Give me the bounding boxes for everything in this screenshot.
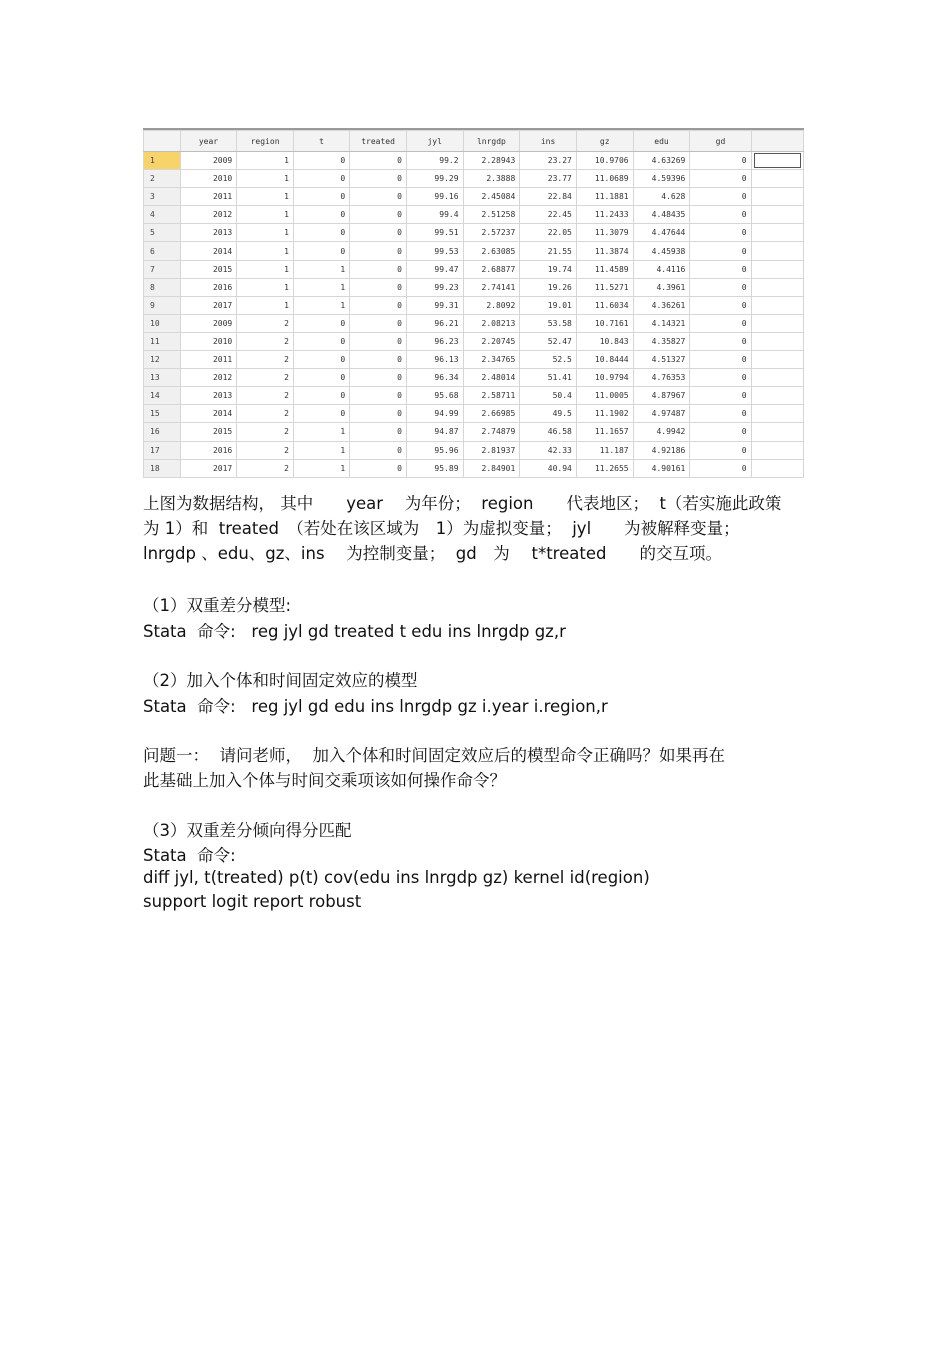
table-cell[interactable]: 2016 bbox=[180, 278, 237, 296]
table-cell[interactable]: 10.843 bbox=[576, 332, 633, 350]
table-row bbox=[144, 188, 804, 206]
table-cell[interactable]: 22.45 bbox=[520, 206, 577, 224]
table-cell[interactable]: 0 bbox=[690, 170, 751, 188]
column-header[interactable]: region bbox=[237, 131, 294, 152]
column-header[interactable]: edu bbox=[633, 131, 690, 152]
table-cell[interactable]: 96.13 bbox=[406, 351, 463, 369]
table-cell[interactable]: 94.99 bbox=[406, 405, 463, 423]
table-cell[interactable]: 4.63269 bbox=[633, 152, 690, 170]
table-cell[interactable]: 11.6034 bbox=[576, 296, 633, 314]
table-row bbox=[144, 278, 804, 296]
table-cell[interactable]: 2 bbox=[237, 441, 294, 459]
table-cell[interactable]: 2.45084 bbox=[463, 188, 520, 206]
row-number[interactable]: 16 bbox=[144, 423, 181, 441]
row-number[interactable]: 4 bbox=[144, 206, 181, 224]
table-cell[interactable]: 1 bbox=[237, 224, 294, 242]
table-cell[interactable]: 94.87 bbox=[406, 423, 463, 441]
table-cell[interactable]: 10.9706 bbox=[576, 152, 633, 170]
row-number[interactable]: 15 bbox=[144, 405, 181, 423]
table-cell[interactable]: 1 bbox=[237, 206, 294, 224]
table-cell[interactable]: 21.55 bbox=[520, 242, 577, 260]
section-3-label: Stata 命令: bbox=[143, 846, 236, 865]
table-row bbox=[144, 423, 804, 441]
table-cell[interactable]: 2011 bbox=[180, 188, 237, 206]
table-cell[interactable]: 95.68 bbox=[406, 387, 463, 405]
column-header[interactable]: treated bbox=[350, 131, 407, 152]
table-cell[interactable]: 4.51327 bbox=[633, 351, 690, 369]
table-cell[interactable]: 2013 bbox=[180, 224, 237, 242]
table-cell[interactable]: 50.4 bbox=[520, 387, 577, 405]
section-3-heading: （3）双重差分倾向得分匹配 bbox=[143, 821, 352, 840]
table-row bbox=[144, 296, 804, 314]
table-cell[interactable]: 52.47 bbox=[520, 332, 577, 350]
data-browser-grid bbox=[143, 128, 804, 482]
table-cell[interactable]: 99.53 bbox=[406, 242, 463, 260]
table-cell[interactable]: 2017 bbox=[180, 459, 237, 477]
table-cell[interactable]: 2017 bbox=[180, 296, 237, 314]
empty-cell[interactable] bbox=[751, 459, 803, 477]
table-cell[interactable]: 99.23 bbox=[406, 278, 463, 296]
table-cell[interactable]: 0 bbox=[293, 242, 349, 260]
table-cell[interactable]: 99.31 bbox=[406, 296, 463, 314]
table-cell[interactable]: 99.51 bbox=[406, 224, 463, 242]
table-cell[interactable]: 2.8092 bbox=[463, 296, 520, 314]
empty-cell[interactable] bbox=[751, 441, 803, 459]
column-header[interactable]: t bbox=[293, 131, 349, 152]
table-cell[interactable]: 1 bbox=[237, 260, 294, 278]
table-cell[interactable]: 0 bbox=[690, 206, 751, 224]
table-cell[interactable]: 4.90161 bbox=[633, 459, 690, 477]
table-cell[interactable]: 2.84901 bbox=[463, 459, 520, 477]
table-cell[interactable]: 1 bbox=[293, 441, 349, 459]
table-cell[interactable]: 1 bbox=[237, 242, 294, 260]
table-cell[interactable]: 10.9794 bbox=[576, 369, 633, 387]
table-cell[interactable]: 4.4116 bbox=[633, 260, 690, 278]
table-row bbox=[144, 332, 804, 350]
empty-cell[interactable] bbox=[751, 188, 803, 206]
row-number[interactable]: 9 bbox=[144, 296, 181, 314]
table-cell[interactable]: 1 bbox=[237, 152, 294, 170]
table-cell[interactable]: 11.5271 bbox=[576, 278, 633, 296]
description-paragraph bbox=[143, 491, 805, 566]
empty-cell[interactable] bbox=[751, 224, 803, 242]
table-cell[interactable]: 2015 bbox=[180, 423, 237, 441]
table-cell[interactable]: 0 bbox=[293, 387, 349, 405]
empty-cell[interactable] bbox=[751, 369, 803, 387]
table-cell[interactable]: 49.5 bbox=[520, 405, 577, 423]
row-number[interactable]: 11 bbox=[144, 332, 181, 350]
column-header[interactable] bbox=[144, 131, 181, 152]
table-cell[interactable]: 0 bbox=[350, 278, 407, 296]
row-number[interactable]: 12 bbox=[144, 351, 181, 369]
empty-cell[interactable] bbox=[751, 351, 803, 369]
table-cell[interactable]: 0 bbox=[690, 242, 751, 260]
table-cell[interactable]: 0 bbox=[690, 441, 751, 459]
row-number[interactable]: 18 bbox=[144, 459, 181, 477]
table-cell[interactable]: 0 bbox=[293, 224, 349, 242]
table-cell[interactable]: 2016 bbox=[180, 441, 237, 459]
table-cell[interactable]: 2010 bbox=[180, 170, 237, 188]
table-cell[interactable]: 0 bbox=[690, 351, 751, 369]
column-header[interactable]: ins bbox=[520, 131, 577, 152]
row-number[interactable]: 8 bbox=[144, 278, 181, 296]
section-2-command: Stata 命令: reg jyl gd edu ins lnrgdp gz i.year i.region,r bbox=[143, 697, 608, 716]
table-cell[interactable]: 0 bbox=[690, 188, 751, 206]
table-cell[interactable]: 0 bbox=[690, 423, 751, 441]
empty-cell[interactable] bbox=[751, 170, 803, 188]
table-cell[interactable]: 96.21 bbox=[406, 314, 463, 332]
table-cell[interactable]: 2.68877 bbox=[463, 260, 520, 278]
table-cell[interactable]: 0 bbox=[350, 314, 407, 332]
column-header[interactable] bbox=[751, 131, 803, 152]
table-cell[interactable]: 51.41 bbox=[520, 369, 577, 387]
empty-cell[interactable] bbox=[751, 278, 803, 296]
table-cell[interactable]: 0 bbox=[293, 405, 349, 423]
table-row bbox=[144, 152, 804, 170]
table-cell[interactable]: 2.08213 bbox=[463, 314, 520, 332]
table-cell[interactable]: 52.5 bbox=[520, 351, 577, 369]
empty-cell[interactable] bbox=[751, 152, 803, 170]
table-cell[interactable]: 4.87967 bbox=[633, 387, 690, 405]
empty-cell[interactable] bbox=[751, 296, 803, 314]
table-cell[interactable]: 0 bbox=[350, 441, 407, 459]
table-cell[interactable]: 4.47644 bbox=[633, 224, 690, 242]
table-cell[interactable]: 0 bbox=[350, 224, 407, 242]
table-cell[interactable]: 4.628 bbox=[633, 188, 690, 206]
table-cell[interactable]: 42.33 bbox=[520, 441, 577, 459]
table-cell[interactable]: 11.0689 bbox=[576, 170, 633, 188]
table-cell[interactable]: 0 bbox=[293, 170, 349, 188]
table-cell[interactable]: 0 bbox=[350, 405, 407, 423]
data-table bbox=[143, 130, 804, 478]
table-cell[interactable]: 2015 bbox=[180, 260, 237, 278]
section-3-command-line-1: diff jyl, t(treated) p(t) cov(edu ins lnrgdp gz) kernel id(region) bbox=[143, 868, 650, 887]
table-row bbox=[144, 260, 804, 278]
column-header[interactable]: gd bbox=[690, 131, 751, 152]
table-row bbox=[144, 387, 804, 405]
empty-cell[interactable] bbox=[751, 423, 803, 441]
column-header[interactable]: gz bbox=[576, 131, 633, 152]
column-header[interactable]: year bbox=[180, 131, 237, 152]
table-row bbox=[144, 369, 804, 387]
table-cell[interactable]: 1 bbox=[293, 278, 349, 296]
column-header[interactable]: lnrgdp bbox=[463, 131, 520, 152]
table-cell[interactable]: 11.2433 bbox=[576, 206, 633, 224]
table-cell[interactable]: 0 bbox=[350, 369, 407, 387]
table-cell[interactable]: 0 bbox=[293, 152, 349, 170]
table-cell[interactable]: 95.96 bbox=[406, 441, 463, 459]
table-cell[interactable]: 11.187 bbox=[576, 441, 633, 459]
table-row bbox=[144, 206, 804, 224]
section-3-command-line-2: support logit report robust bbox=[143, 892, 362, 911]
table-cell[interactable]: 2.48014 bbox=[463, 369, 520, 387]
description-line: 为 1）和 treated （若处在该区域为 1）为虚拟变量； jyl 为被解释变量； bbox=[143, 519, 740, 538]
table-cell[interactable]: 11.3874 bbox=[576, 242, 633, 260]
table-cell[interactable]: 19.01 bbox=[520, 296, 577, 314]
table-cell[interactable]: 99.2 bbox=[406, 152, 463, 170]
table-cell[interactable]: 4.45938 bbox=[633, 242, 690, 260]
table-cell[interactable]: 2 bbox=[237, 351, 294, 369]
question-line-2: 此基础上加入个体与时间交乘项该如何操作命令？ bbox=[143, 771, 506, 790]
table-cell[interactable]: 0 bbox=[293, 314, 349, 332]
row-number[interactable]: 10 bbox=[144, 314, 181, 332]
section-2-heading: （2）加入个体和时间固定效应的模型 bbox=[143, 671, 418, 690]
table-cell[interactable]: 11.3079 bbox=[576, 224, 633, 242]
table-row bbox=[144, 242, 804, 260]
table-cell[interactable]: 2011 bbox=[180, 351, 237, 369]
table-row bbox=[144, 224, 804, 242]
table-cell[interactable]: 99.29 bbox=[406, 170, 463, 188]
table-cell[interactable]: 2.74141 bbox=[463, 278, 520, 296]
table-cell[interactable]: 0 bbox=[350, 260, 407, 278]
table-cell[interactable]: 11.4589 bbox=[576, 260, 633, 278]
table-cell[interactable]: 2 bbox=[237, 314, 294, 332]
table-cell[interactable]: 2 bbox=[237, 405, 294, 423]
table-cell[interactable]: 0 bbox=[350, 296, 407, 314]
table-cell[interactable]: 1 bbox=[237, 170, 294, 188]
table-cell[interactable]: 2 bbox=[237, 459, 294, 477]
table-cell[interactable]: 0 bbox=[350, 332, 407, 350]
table-cell[interactable]: 99.47 bbox=[406, 260, 463, 278]
table-cell[interactable]: 19.74 bbox=[520, 260, 577, 278]
empty-cell[interactable] bbox=[751, 242, 803, 260]
empty-cell[interactable] bbox=[751, 260, 803, 278]
table-cell[interactable]: 10.8444 bbox=[576, 351, 633, 369]
cell-selection-cursor bbox=[754, 153, 801, 168]
table-cell[interactable]: 0 bbox=[690, 405, 751, 423]
table-cell[interactable]: 0 bbox=[690, 314, 751, 332]
table-cell[interactable]: 0 bbox=[690, 459, 751, 477]
table-cell[interactable]: 1 bbox=[237, 278, 294, 296]
table-cell[interactable]: 2.81937 bbox=[463, 441, 520, 459]
table-cell[interactable]: 2 bbox=[237, 369, 294, 387]
table-cell[interactable]: 11.1881 bbox=[576, 188, 633, 206]
table-cell[interactable]: 0 bbox=[690, 296, 751, 314]
table-cell[interactable]: 4.59396 bbox=[633, 170, 690, 188]
row-number[interactable]: 13 bbox=[144, 369, 181, 387]
table-cell[interactable]: 2009 bbox=[180, 314, 237, 332]
table-cell[interactable]: 2.28943 bbox=[463, 152, 520, 170]
table-cell[interactable]: 4.35827 bbox=[633, 332, 690, 350]
table-cell[interactable]: 2012 bbox=[180, 206, 237, 224]
table-cell[interactable]: 0 bbox=[293, 206, 349, 224]
table-cell[interactable]: 2013 bbox=[180, 387, 237, 405]
table-cell[interactable]: 4.3961 bbox=[633, 278, 690, 296]
table-cell[interactable]: 1 bbox=[237, 188, 294, 206]
table-cell[interactable]: 40.94 bbox=[520, 459, 577, 477]
table-cell[interactable]: 0 bbox=[350, 188, 407, 206]
table-cell[interactable]: 4.9942 bbox=[633, 423, 690, 441]
table-cell[interactable]: 4.36261 bbox=[633, 296, 690, 314]
row-number[interactable]: 14 bbox=[144, 387, 181, 405]
section-1-command: Stata 命令: reg jyl gd treated t edu ins lnrgdp gz,r bbox=[143, 622, 566, 641]
table-cell[interactable]: 0 bbox=[293, 332, 349, 350]
table-row bbox=[144, 170, 804, 188]
row-number[interactable]: 7 bbox=[144, 260, 181, 278]
row-number[interactable]: 5 bbox=[144, 224, 181, 242]
table-cell[interactable]: 0 bbox=[350, 423, 407, 441]
table-cell[interactable]: 99.16 bbox=[406, 188, 463, 206]
table-cell[interactable]: 53.58 bbox=[520, 314, 577, 332]
section-1-heading: （1）双重差分模型: bbox=[143, 596, 292, 615]
table-cell[interactable]: 2.51258 bbox=[463, 206, 520, 224]
table-cell[interactable]: 0 bbox=[350, 170, 407, 188]
table-cell[interactable]: 22.05 bbox=[520, 224, 577, 242]
table-cell[interactable]: 2010 bbox=[180, 332, 237, 350]
table-cell[interactable]: 2.58711 bbox=[463, 387, 520, 405]
table-cell[interactable]: 2.63085 bbox=[463, 242, 520, 260]
table-cell[interactable]: 0 bbox=[690, 387, 751, 405]
table-cell[interactable]: 0 bbox=[350, 459, 407, 477]
table-cell[interactable]: 23.27 bbox=[520, 152, 577, 170]
table-cell[interactable]: 0 bbox=[690, 332, 751, 350]
table-cell[interactable]: 4.14321 bbox=[633, 314, 690, 332]
empty-cell[interactable] bbox=[751, 405, 803, 423]
table-row bbox=[144, 351, 804, 369]
row-number[interactable]: 3 bbox=[144, 188, 181, 206]
table-cell[interactable]: 0 bbox=[293, 351, 349, 369]
row-number[interactable]: 17 bbox=[144, 441, 181, 459]
table-cell[interactable]: 2 bbox=[237, 423, 294, 441]
table-cell[interactable]: 2.34765 bbox=[463, 351, 520, 369]
table-cell[interactable]: 1 bbox=[293, 459, 349, 477]
table-cell[interactable]: 0 bbox=[350, 351, 407, 369]
row-number[interactable]: 2 bbox=[144, 170, 181, 188]
table-cell[interactable]: 0 bbox=[690, 260, 751, 278]
table-cell[interactable]: 2012 bbox=[180, 369, 237, 387]
table-cell[interactable]: 10.7161 bbox=[576, 314, 633, 332]
description-line: 上图为数据结构， 其中 year 为年份； region 代表地区； t（若实施此政策 bbox=[143, 494, 782, 513]
table-cell[interactable]: 4.76353 bbox=[633, 369, 690, 387]
table-cell[interactable]: 23.77 bbox=[520, 170, 577, 188]
table-cell[interactable]: 0 bbox=[293, 188, 349, 206]
table-cell[interactable]: 0 bbox=[350, 152, 407, 170]
table-cell[interactable]: 0 bbox=[293, 369, 349, 387]
table-cell[interactable]: 4.48435 bbox=[633, 206, 690, 224]
table-cell[interactable]: 11.1902 bbox=[576, 405, 633, 423]
table-cell[interactable]: 4.97487 bbox=[633, 405, 690, 423]
table-cell[interactable]: 1 bbox=[293, 260, 349, 278]
table-cell[interactable]: 2 bbox=[237, 387, 294, 405]
empty-cell[interactable] bbox=[751, 387, 803, 405]
table-row bbox=[144, 459, 804, 477]
question-line-1: 问题一： 请问老师， 加入个体和时间固定效应后的模型命令正确吗？如果再在 bbox=[143, 746, 725, 765]
table-row bbox=[144, 314, 804, 332]
row-number[interactable]: 1 bbox=[144, 152, 181, 170]
table-row bbox=[144, 441, 804, 459]
table-cell[interactable]: 11.1657 bbox=[576, 423, 633, 441]
table-cell[interactable]: 2.74879 bbox=[463, 423, 520, 441]
description-line: lnrgdp 、edu、gz、ins 为控制变量； gd 为 t*treated 的交互项。 bbox=[143, 544, 722, 563]
table-cell[interactable]: 19.26 bbox=[520, 278, 577, 296]
table-cell[interactable]: 2009 bbox=[180, 152, 237, 170]
table-cell[interactable]: 2.66985 bbox=[463, 405, 520, 423]
row-number[interactable]: 6 bbox=[144, 242, 181, 260]
table-cell[interactable]: 0 bbox=[690, 369, 751, 387]
table-cell[interactable]: 96.23 bbox=[406, 332, 463, 350]
table-cell[interactable]: 0 bbox=[690, 278, 751, 296]
table-cell[interactable]: 11.2655 bbox=[576, 459, 633, 477]
table-cell[interactable]: 2.3888 bbox=[463, 170, 520, 188]
table-cell[interactable]: 95.89 bbox=[406, 459, 463, 477]
table-cell[interactable]: 0 bbox=[350, 387, 407, 405]
table-cell[interactable]: 0 bbox=[690, 224, 751, 242]
table-header-row bbox=[144, 131, 804, 152]
empty-cell[interactable] bbox=[751, 314, 803, 332]
table-cell[interactable]: 2.57237 bbox=[463, 224, 520, 242]
table-cell[interactable]: 1 bbox=[293, 423, 349, 441]
table-cell[interactable]: 96.34 bbox=[406, 369, 463, 387]
table-cell[interactable]: 99.4 bbox=[406, 206, 463, 224]
empty-cell[interactable] bbox=[751, 206, 803, 224]
table-cell[interactable]: 2.20745 bbox=[463, 332, 520, 350]
table-cell[interactable]: 2 bbox=[237, 332, 294, 350]
table-cell[interactable]: 1 bbox=[237, 296, 294, 314]
table-cell[interactable]: 2014 bbox=[180, 405, 237, 423]
table-cell[interactable]: 0 bbox=[350, 242, 407, 260]
table-row bbox=[144, 405, 804, 423]
table-cell[interactable]: 0 bbox=[350, 206, 407, 224]
table-cell[interactable]: 4.92186 bbox=[633, 441, 690, 459]
column-header[interactable]: jyl bbox=[406, 131, 463, 152]
table-cell[interactable]: 2014 bbox=[180, 242, 237, 260]
empty-cell[interactable] bbox=[751, 332, 803, 350]
table-cell[interactable]: 0 bbox=[690, 152, 751, 170]
table-cell[interactable]: 46.58 bbox=[520, 423, 577, 441]
table-cell[interactable]: 22.84 bbox=[520, 188, 577, 206]
table-cell[interactable]: 11.0005 bbox=[576, 387, 633, 405]
table-cell[interactable]: 1 bbox=[293, 296, 349, 314]
